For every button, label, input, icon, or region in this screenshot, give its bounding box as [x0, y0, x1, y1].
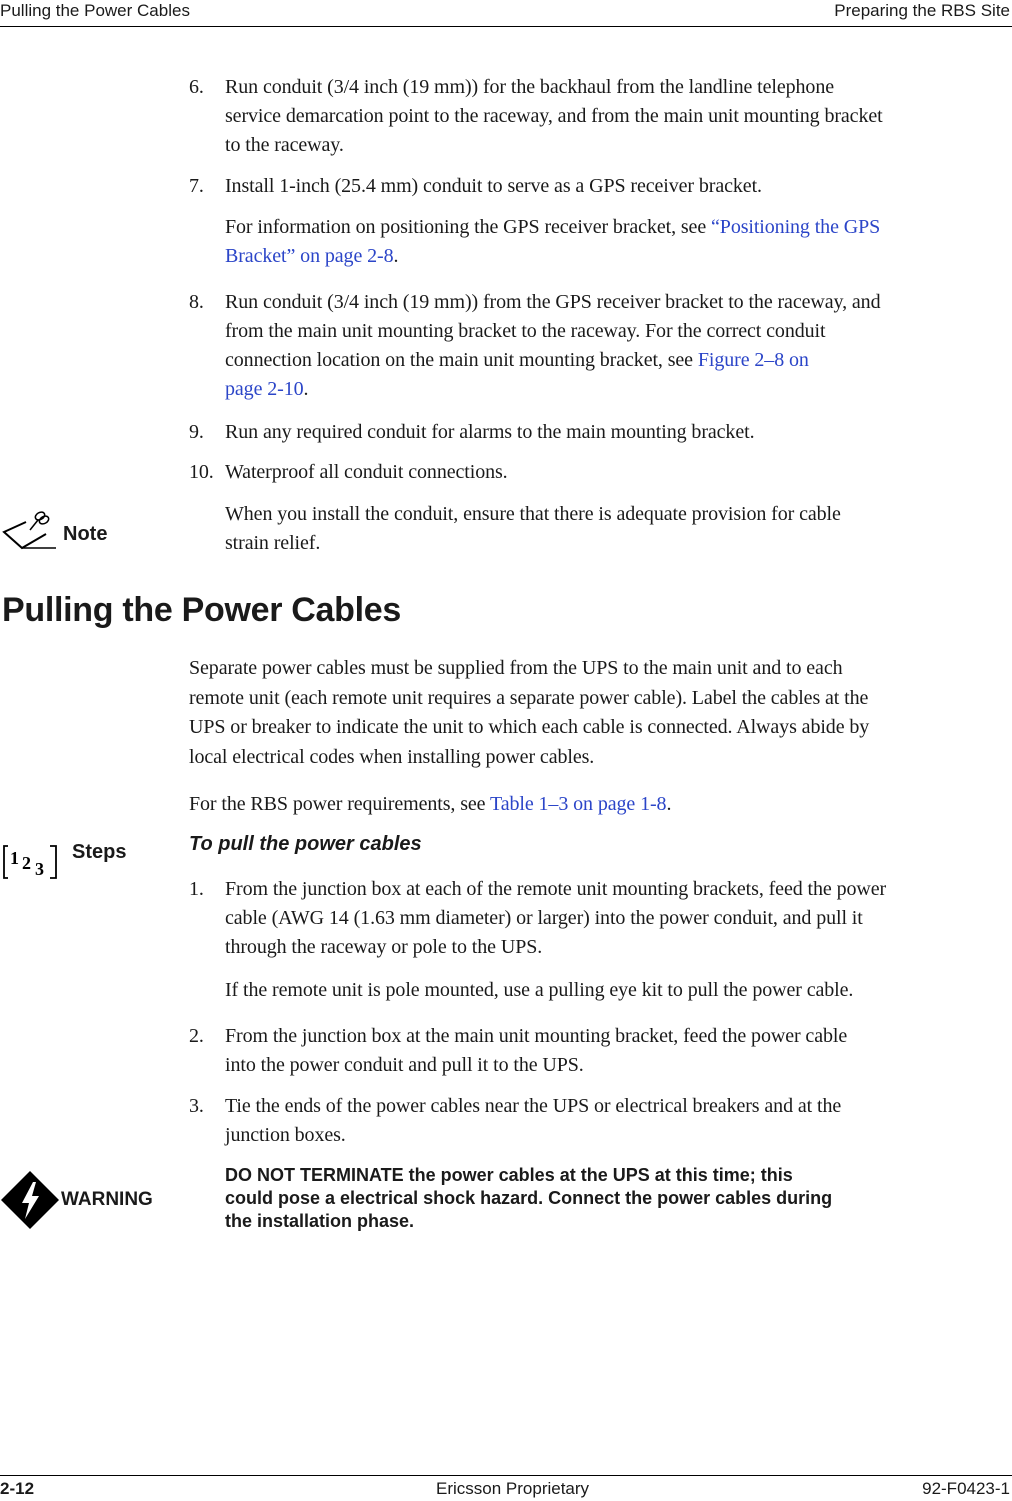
footer-proprietary: Ericsson Proprietary [436, 1479, 590, 1498]
step-line: cable (AWG 14 (1.63 mm diameter) or larger) into the power conduit, and pull it [225, 907, 863, 929]
intro-line: remote unit (each remote unit requires a separate power cable). Label the cables at the [189, 686, 869, 709]
link-positioning-gps-bracket[interactable]: “Positioning the GPS [711, 216, 881, 238]
link-figure-2-8-page[interactable]: page 2-10 [225, 378, 304, 400]
link-positioning-gps-bracket-cont[interactable]: Bracket” on page 2-8 [225, 245, 394, 267]
step-line: into the power conduit and pull it to the UPS. [225, 1054, 584, 1076]
warning-label: WARNING [61, 1189, 153, 1210]
step-number: 7. [189, 175, 204, 197]
step-line: Tie the ends of the power cables near the UPS or electrical breakers and at the [225, 1095, 842, 1117]
step-number: 10. [189, 461, 214, 483]
step-number: 1. [189, 878, 204, 900]
step-6-line: to the raceway. [225, 134, 344, 156]
steps-icon-digit-3: 3 [35, 859, 44, 879]
step-7-text: Install 1-inch (25.4 mm) conduit to serve as a GPS receiver bracket. [225, 175, 762, 197]
running-header [0, 0, 1012, 27]
step-10-text: Waterproof all conduit connections. [225, 461, 508, 483]
punctuation: . [666, 793, 672, 815]
step-7 [189, 172, 1011, 201]
step-8-line: from the main unit mounting bracket to the raceway. For the correct conduit [225, 320, 826, 342]
procedure-step-1 [189, 875, 1011, 962]
step-number: 3. [189, 1095, 204, 1117]
step-8-line: Run conduit (3/4 inch (19 mm)) from the GPS receiver bracket to the raceway, and [225, 291, 881, 313]
procedure-title: To pull the power cables [189, 833, 422, 855]
procedure-step-3 [189, 1092, 1011, 1150]
note-icon [2, 508, 58, 552]
punctuation: . [303, 378, 309, 400]
warning-text [225, 1164, 985, 1233]
procedure-step-2 [189, 1022, 1011, 1080]
warning-line: could pose a electrical shock hazard. Connect the power cables during [225, 1188, 833, 1208]
step-number: 8. [189, 291, 204, 313]
step-line: From the junction box at each of the remote unit mounting brackets, feed the power [225, 878, 887, 900]
step-line: through the raceway or pole to the UPS. [225, 936, 543, 958]
step-9 [189, 418, 1011, 447]
warning-line: DO NOT TERMINATE the power cables at the UPS at this time; this [225, 1165, 793, 1185]
intro-line: UPS or breaker to indicate the unit to which each cable is connected. Always abide by [189, 716, 870, 738]
step-6 [189, 73, 1011, 160]
step-7-detail [225, 213, 1011, 271]
warning-line: the installation phase. [225, 1211, 415, 1231]
intro-line: Separate power cables must be supplied from the UPS to the main unit and to each [189, 657, 843, 679]
step-6-line: service demarcation point to the raceway, and from the main unit mounting bracket [225, 105, 883, 127]
steps-icon [0, 842, 60, 882]
link-table-1-3[interactable]: Table 1–3 on page 1-8 [489, 793, 667, 815]
procedure-step-1-detail: If the remote unit is pole mounted, use a pulling eye kit to pull the power cable. [225, 979, 854, 1001]
steps-icon-digit-2: 2 [22, 853, 31, 873]
step-10 [189, 458, 1011, 487]
step-7-detail-text: For information on positioning the GPS receiver bracket, see [225, 216, 712, 238]
step-number: 6. [189, 76, 204, 98]
punctuation: . [393, 245, 399, 267]
step-number: 2. [189, 1025, 204, 1047]
steps-icon-digit-1: 1 [10, 848, 19, 868]
document-number: 92-F0423-1 [922, 1479, 1010, 1498]
step-9-text: Run any required conduit for alarms to the main mounting bracket. [225, 421, 755, 443]
step-6-line: Run conduit (3/4 inch (19 mm)) for the backhaul from the landline telephone [225, 76, 834, 98]
note-label: Note [63, 523, 108, 545]
warning-icon [0, 1170, 60, 1230]
note-text [225, 500, 1011, 558]
ref-text: For the RBS power requirements, see [189, 793, 490, 815]
steps-label: Steps [72, 841, 127, 863]
header-chapter-title: Pulling the Power Cables [0, 1, 190, 20]
header-section-title: Preparing the RBS Site [834, 1, 1010, 20]
running-footer [0, 1475, 1012, 1501]
link-figure-2-8[interactable]: Figure 2–8 on [697, 349, 809, 371]
section-intro [189, 654, 1011, 772]
step-line: From the junction box at the main unit mounting bracket, feed the power cable [225, 1025, 848, 1047]
power-requirements-ref [189, 790, 1011, 820]
step-8 [189, 288, 1011, 404]
page-number: 2-12 [0, 1479, 35, 1498]
step-line: junction boxes. [225, 1124, 346, 1146]
step-number: 9. [189, 421, 204, 443]
note-line: strain relief. [225, 532, 321, 554]
step-8-line: connection location on the main unit mounting bracket, see [225, 349, 698, 371]
intro-line: local electrical codes when installing power cables. [189, 745, 595, 768]
note-line: When you install the conduit, ensure that there is adequate provision for cable [225, 503, 841, 525]
section-title: Pulling the Power Cables [2, 591, 401, 629]
